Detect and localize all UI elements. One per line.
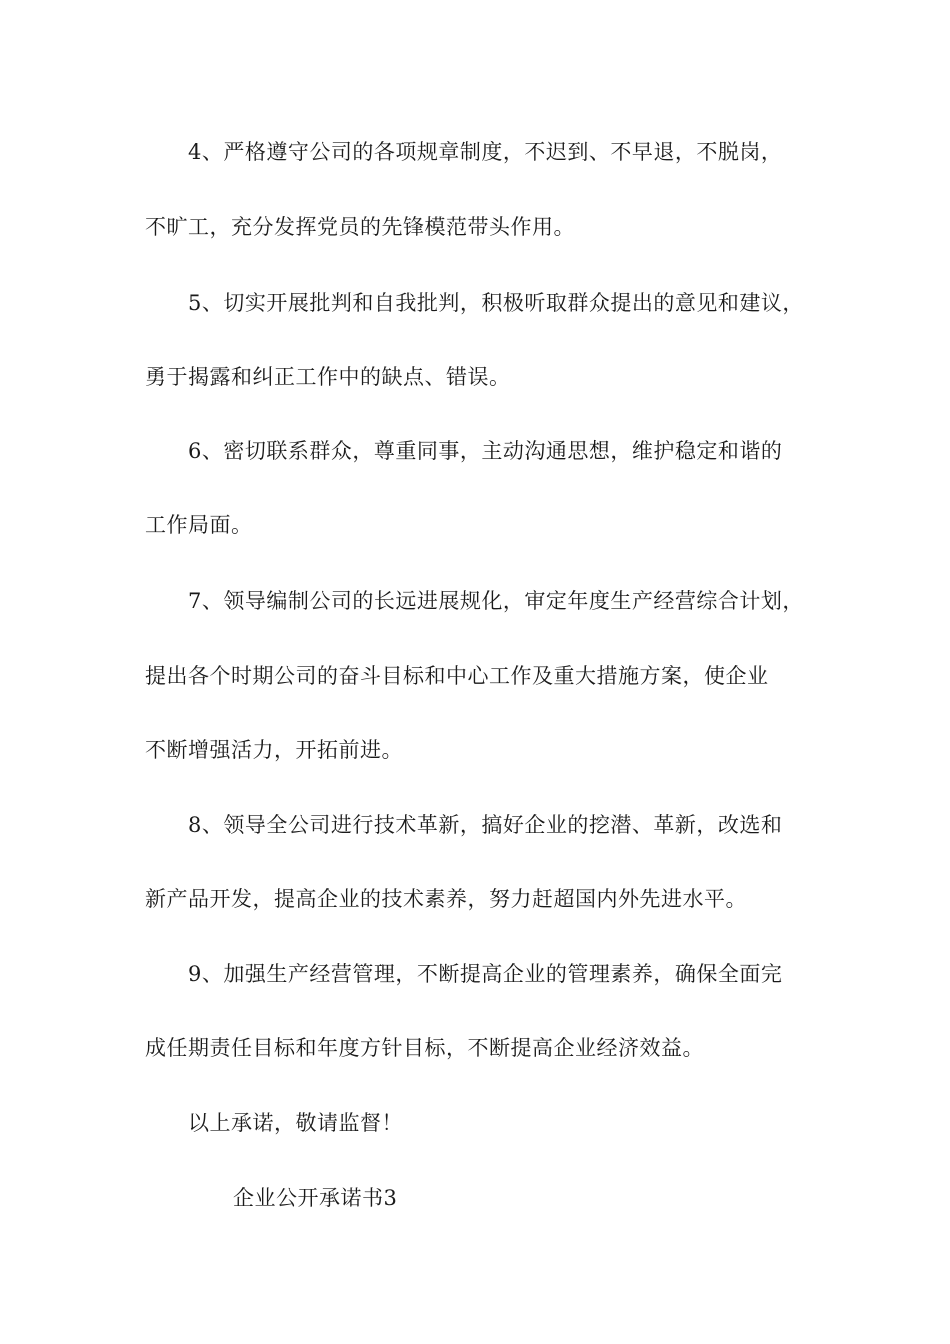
paragraph-9-line-2: 成任期责任目标和年度方针目标，不断提高企业经济效益。 bbox=[145, 1036, 704, 1060]
paragraph-8-line-2: 新产品开发，提高企业的技术素养，努力赶超国内外先进水平。 bbox=[145, 887, 747, 911]
paragraph-6-line-1: 6、密切联系群众，尊重同事，主动沟通思想，维护稳定和谐的 bbox=[188, 439, 783, 463]
paragraph-6-line-2: 工作局面。 bbox=[145, 513, 253, 537]
section-heading: 企业公开承诺书3 bbox=[233, 1186, 398, 1210]
closing-statement: 以上承诺，敬请监督！ bbox=[188, 1111, 403, 1135]
paragraph-4-line-2: 不旷工，充分发挥党员的先锋模范带头作用。 bbox=[145, 215, 575, 239]
paragraph-5-line-2: 勇于揭露和纠正工作中的缺点、错误。 bbox=[145, 365, 511, 389]
paragraph-5-line-1: 5、切实开展批判和自我批判，积极听取群众提出的意见和建议， bbox=[188, 291, 804, 315]
paragraph-7-line-3: 不断增强活力，开拓前进。 bbox=[145, 738, 403, 762]
paragraph-8-line-1: 8、领导全公司进行技术革新，搞好企业的挖潜、革新，改选和 bbox=[188, 813, 783, 837]
paragraph-7-line-1: 7、领导编制公司的长远进展规化，审定年度生产经营综合计划， bbox=[188, 589, 804, 613]
paragraph-4-line-1: 4、严格遵守公司的各项规章制度，不迟到、不早退，不脱岗， bbox=[188, 140, 783, 164]
paragraph-9-line-1: 9、加强生产经营管理，不断提高企业的管理素养，确保全面完 bbox=[188, 962, 783, 986]
paragraph-7-line-2: 提出各个时期公司的奋斗目标和中心工作及重大措施方案，使企业 bbox=[145, 664, 769, 688]
